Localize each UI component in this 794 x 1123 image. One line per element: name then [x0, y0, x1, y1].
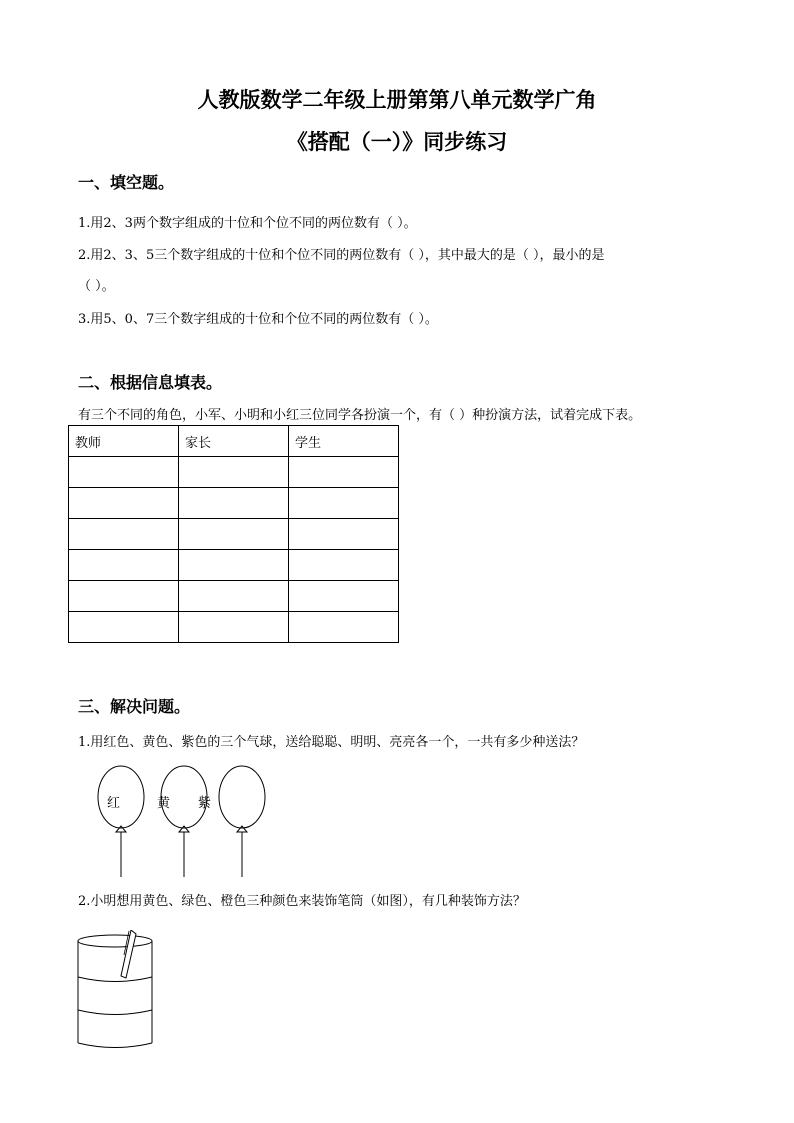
table-cell[interactable] [179, 612, 289, 643]
table-header-row [69, 426, 399, 457]
table-cell[interactable] [69, 519, 179, 550]
balloon-red [98, 766, 144, 877]
question-1-1: 1.用2、3两个数字组成的十位和个位不同的两位数有（ ）。 [78, 216, 417, 231]
balloon-yellow [161, 766, 207, 877]
table-row [69, 612, 399, 643]
balloon-purple [219, 766, 265, 877]
page-title: 人教版数学二年级上册第第八单元数学广角 [197, 87, 597, 112]
role-table [68, 425, 399, 643]
table-header-teacher: 教师 [69, 426, 179, 457]
table-row [69, 457, 399, 488]
table-cell[interactable] [179, 457, 289, 488]
table-cell[interactable] [289, 581, 399, 612]
table-cell[interactable] [179, 581, 289, 612]
section2-heading: 二、根据信息填表。 [78, 373, 223, 392]
page-subtitle: 《搭配（一）》同步练习 [286, 129, 508, 154]
question-1-3: 3.用5、0、7三个数字组成的十位和个位不同的两位数有（ ）。 [78, 312, 438, 327]
table-cell[interactable] [69, 457, 179, 488]
balloon-label-purple: 紫 [198, 796, 212, 811]
table-row [69, 488, 399, 519]
pen-holder-illustration [74, 930, 158, 1055]
section1-heading: 一、填空题。 [78, 173, 175, 192]
table-row [69, 519, 399, 550]
table-cell[interactable] [289, 488, 399, 519]
question-3-2: 2.小明想用黄色、绿色、橙色三种颜色来装饰笔筒（如图），有几种装饰方法？ [78, 894, 526, 909]
table-cell[interactable] [289, 519, 399, 550]
balloon-label-yellow: 黄 [157, 796, 171, 811]
table-header-parent: 家长 [179, 426, 289, 457]
table-cell[interactable] [289, 550, 399, 581]
table-cell[interactable] [179, 488, 289, 519]
section3-heading: 三、解决问题。 [78, 697, 191, 716]
table-cell[interactable] [69, 581, 179, 612]
balloon-label-red: 红 [107, 796, 121, 811]
pencil-icon [121, 930, 136, 978]
table-cell[interactable] [69, 488, 179, 519]
section2-intro: 有三个不同的角色，小军、小明和小红三位同学各扮演一个，有（ ）种扮演方法，试着完成下表。 [78, 408, 642, 423]
question-1-2: 2.用2、3、5三个数字组成的十位和个位不同的两位数有（ ），其中最大的是（ ），最小的是 [78, 248, 605, 263]
question-1-2-cont: （ ）。 [78, 279, 115, 294]
balloons-illustration [90, 762, 280, 882]
question-3-1: 1.用红色、黄色、紫色的三个气球，送给聪聪、明明、亮亮各一个，一共有多少种送法？ [78, 735, 585, 750]
table-cell[interactable] [69, 550, 179, 581]
table-cell[interactable] [289, 612, 399, 643]
table-cell[interactable] [179, 550, 289, 581]
table-cell[interactable] [69, 612, 179, 643]
table-cell[interactable] [289, 457, 399, 488]
table-row [69, 550, 399, 581]
table-cell[interactable] [179, 519, 289, 550]
table-header-student: 学生 [289, 426, 399, 457]
table-row [69, 581, 399, 612]
